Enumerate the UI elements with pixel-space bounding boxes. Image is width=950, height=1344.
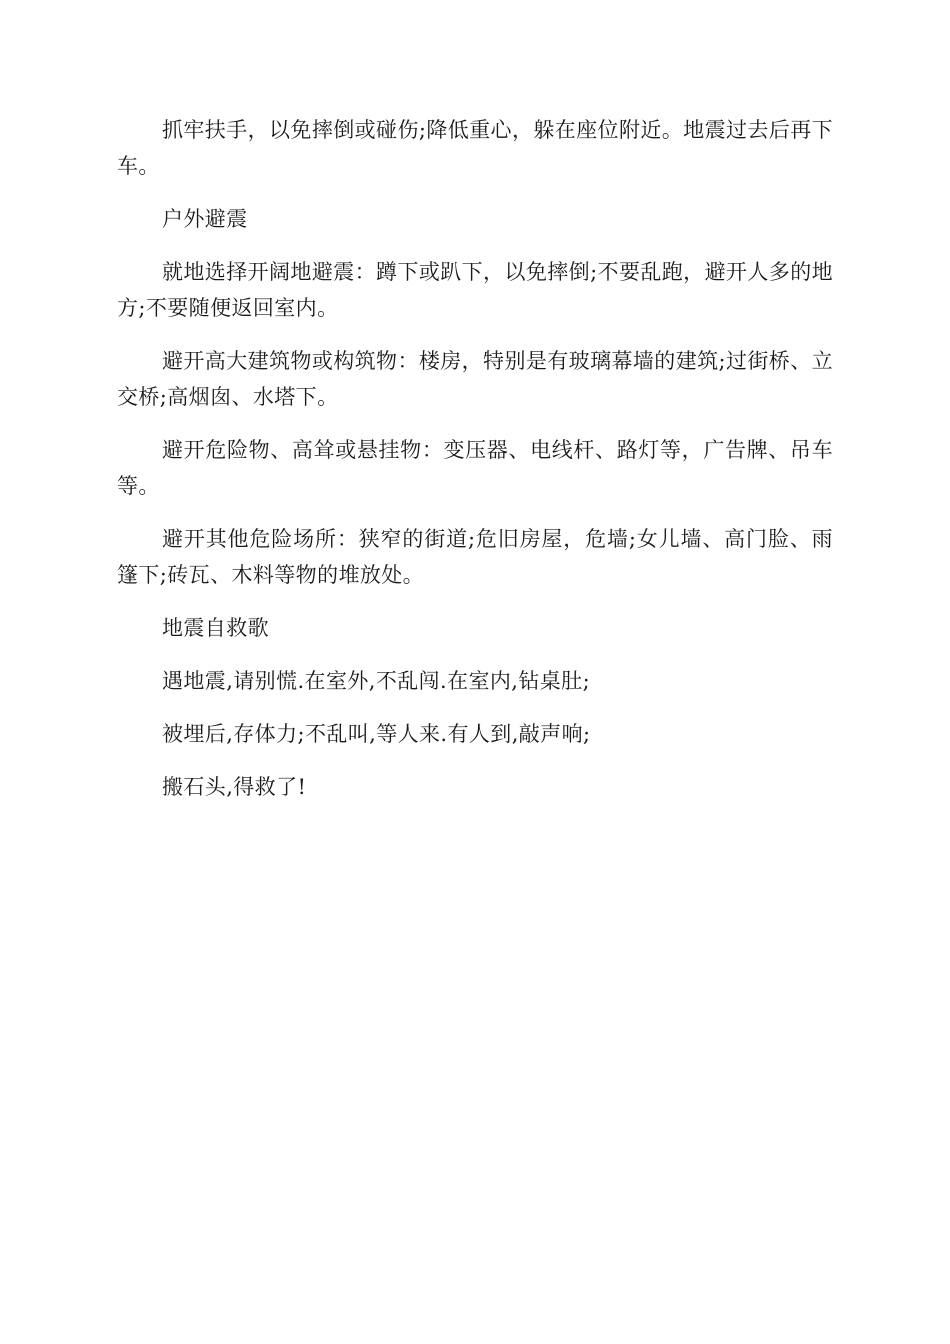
song-line-3: 搬石头,得救了! [162,775,307,799]
paragraph-vehicle-advice: 抓牢扶手，以免摔倒或碰伤;降低重心，躲在座位附近。地震过去后再下车。 [117,118,833,178]
song-line-2: 被埋后,存体力;不乱叫,等人来.有人到,敲声响; [162,722,591,746]
section-heading-outdoor: 户外避震 [162,207,248,231]
paragraph-open-ground: 就地选择开阔地避震：蹲下或趴下，以免摔倒;不要乱跑，避开人多的地方;不要随便返回室内。 [117,260,833,320]
paragraph-avoid-hazards: 避开危险物、高耸或悬挂物：变压器、电线杆、路灯等，广告牌、吊车等。 [117,438,833,498]
section-heading-song: 地震自救歌 [162,616,269,640]
paragraph-avoid-dangerous-places: 避开其他危险场所：狭窄的街道;危旧房屋，危墙;女儿墙、高门脸、雨篷下;砖瓦、木料等物的堆放处。 [117,527,833,587]
paragraph-avoid-buildings: 避开高大建筑物或构筑物：楼房，特别是有玻璃幕墙的建筑;过街桥、立交桥;高烟囱、水塔下。 [117,349,833,409]
song-line-1: 遇地震,请别慌.在室外,不乱闯.在室内,钻桌肚; [162,669,591,693]
document-body [117,112,833,822]
